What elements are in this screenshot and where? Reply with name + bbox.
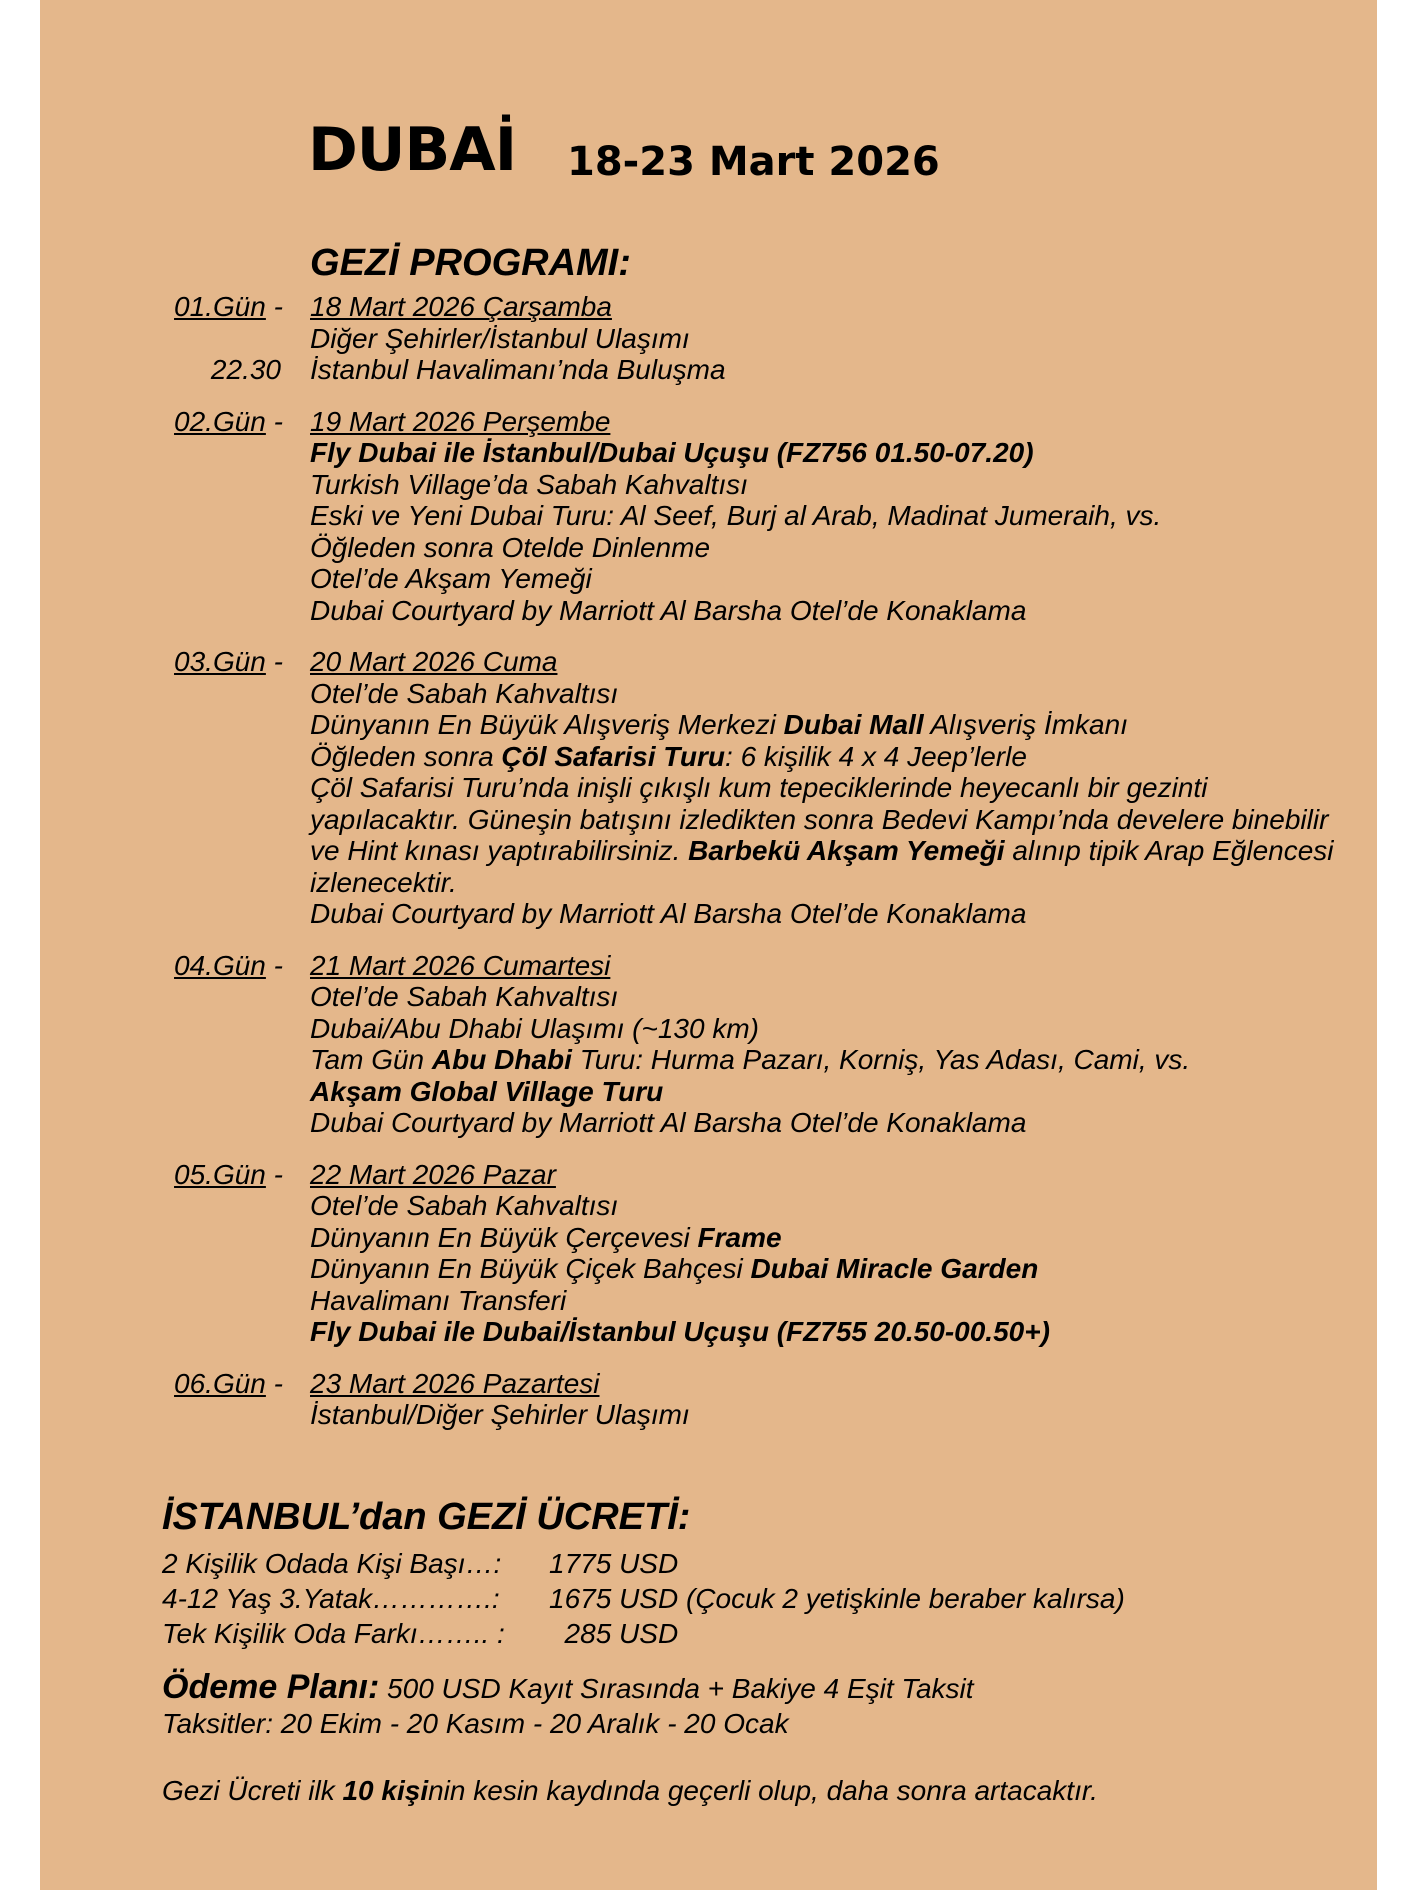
day-header: 05.Gün - 22 Mart 2026 Pazar xyxy=(174,1158,556,1190)
itinerary-line: Otel’de Akşam Yemeği xyxy=(310,563,592,594)
day-label: 05.Gün xyxy=(174,1158,266,1190)
trip-dates: 18-23 Mart 2026 xyxy=(567,139,940,185)
itinerary-line xyxy=(0,1316,1417,1348)
day-date: 18 Mart 2026 Çarşamba xyxy=(310,291,612,322)
itinerary-line: Öğleden sonra Otelde Dinlenme xyxy=(310,531,711,563)
itinerary-line: Dubai Courtyard by Marriott Al Barsha Otel’de Konaklama xyxy=(310,898,1027,929)
day-block xyxy=(0,950,1417,1139)
payment-label: Ödeme Planı: xyxy=(162,1668,380,1706)
price-value: 1775 USD xyxy=(549,1548,679,1579)
itinerary-line: Dünyanın En Büyük Çiçek Bahçesi Dubai Miracle Garden xyxy=(310,1253,1039,1284)
itinerary-line: Öğleden sonra Çöl Safarisi Turu: 6 kişilik 4 x 4 Jeep’lerle xyxy=(310,740,1027,772)
day-header: 03.Gün - 20 Mart 2026 Cuma xyxy=(174,646,558,677)
itinerary-line: Turkish Village’da Sabah Kahvaltısı xyxy=(310,468,748,500)
price-row xyxy=(162,1581,1125,1616)
itinerary-line: Tam Gün Abu Dhabi Turu: Hurma Pazarı, Korniş, Yas Adası, Cami, vs. xyxy=(310,1044,1191,1075)
day-date: 20 Mart 2026 Cuma xyxy=(310,646,558,677)
day-date: 21 Mart 2026 Cumartesi xyxy=(310,949,611,981)
itinerary-line: Akşam Global Village Turu xyxy=(310,1075,664,1107)
price-row xyxy=(162,1546,1125,1581)
meeting-time: 22.30 xyxy=(210,354,281,385)
price-value: 285 USD xyxy=(549,1618,679,1649)
day-label: 03.Gün xyxy=(174,646,266,677)
itinerary-line: Dubai/Abu Dhabi Ulaşımı (~130 km) xyxy=(310,1012,759,1044)
flight-info: Fly Dubai ile İstanbul/Dubai Uçuşu (FZ756 01.50-07.20) xyxy=(310,437,1034,468)
page-title: DUBAİ xyxy=(308,115,517,185)
itinerary-paragraph: Çöl Safarisi Turu’nda inişli çıkışlı kum tepeciklerinde heyecanlı bir gezinti yapılacaktır. Güneşin batışını izledikten sonra Bedevi Kampı’nda develere binebilir ve Hint kınası yaptırabilirsiniz. Barbekü Akşam Yemeği alınıp tipik Arap Eğlencesi izlenecektir. xyxy=(310,772,1334,898)
day-block xyxy=(0,1368,1417,1431)
itinerary-line: Diğer Şehirler/İstanbul Ulaşımı xyxy=(310,322,690,354)
payment-text: 500 USD Kayıt Sırasında + Bakiye 4 Eşit Taksit xyxy=(379,1673,974,1704)
itinerary-line: Eski ve Yeni Dubai Turu: Al Seef, Burj al Arab, Madinat Jumeraih, vs. xyxy=(310,500,1162,531)
day-date: 22 Mart 2026 Pazar xyxy=(310,1158,556,1190)
day-label: 04.Gün xyxy=(174,949,266,981)
day-label: 01.Gün xyxy=(174,291,266,322)
day-header: 01.Gün - 18 Mart 2026 Çarşamba xyxy=(174,291,612,322)
day-block xyxy=(0,291,1417,386)
price-note: Gezi Ücreti ilk 10 kişinin kesin kaydında geçerli olup, daha sonra artacaktır. xyxy=(162,1775,1098,1806)
itinerary-line: Otel’de Sabah Kahvaltısı xyxy=(310,981,619,1012)
itinerary-line: Dubai Courtyard by Marriott Al Barsha Otel’de Konaklama xyxy=(310,1107,1027,1138)
day-date: 23 Mart 2026 Pazartesi xyxy=(310,1367,600,1399)
itinerary-text: İstanbul Havalimanı’nda Buluşma xyxy=(310,354,726,385)
day-block xyxy=(0,406,1417,627)
itinerary-line: Dubai Courtyard by Marriott Al Barsha Otel’de Konaklama xyxy=(310,594,1027,626)
pricing-table xyxy=(162,1546,1125,1651)
price-row xyxy=(162,1616,1125,1651)
day-date: 19 Mart 2026 Perşembe xyxy=(310,405,611,437)
day-block xyxy=(0,1159,1417,1348)
itinerary-line: Dünyanın En Büyük Çerçevesi Frame xyxy=(310,1221,782,1253)
itinerary-line xyxy=(0,437,1417,469)
installments: Taksitler: 20 Ekim - 20 Kasım - 20 Aralık - 20 Ocak xyxy=(162,1708,789,1739)
day-label: 02.Gün xyxy=(174,405,266,437)
price-label: Tek Kişilik Oda Farkı…….. : xyxy=(162,1618,505,1649)
flight-info: Fly Dubai ile Dubai/İstanbul Uçuşu (FZ755 20.50-00.50+) xyxy=(310,1316,1050,1347)
itinerary-line: Otel’de Sabah Kahvaltısı xyxy=(310,677,619,709)
price-value: 1675 USD (Çocuk 2 yetişkinle beraber kalırsa) xyxy=(549,1583,1125,1614)
itinerary-line: Havalimanı Transferi xyxy=(310,1284,567,1316)
payment-plan xyxy=(162,1670,974,1741)
day-header: 02.Gün - 19 Mart 2026 Perşembe xyxy=(174,405,611,437)
day-label: 06.Gün xyxy=(174,1367,266,1399)
day-header: 04.Gün - 21 Mart 2026 Cumartesi xyxy=(174,949,611,981)
day-block xyxy=(0,646,1417,930)
pricing-heading: İSTANBUL’dan GEZİ ÜCRETİ: xyxy=(162,1496,691,1538)
itinerary-line: Otel’de Sabah Kahvaltısı xyxy=(310,1190,619,1221)
itinerary xyxy=(0,291,1417,1451)
day-header: 06.Gün - 23 Mart 2026 Pazartesi xyxy=(174,1367,600,1399)
price-label: 2 Kişilik Odada Kişi Başı…: xyxy=(162,1548,502,1579)
program-heading: GEZİ PROGRAMI: xyxy=(310,242,631,284)
itinerary-line xyxy=(0,354,1417,386)
itinerary-line: İstanbul/Diğer Şehirler Ulaşımı xyxy=(310,1399,690,1430)
price-label: 4-12 Yaş 3.Yatak………….: xyxy=(162,1583,500,1614)
itinerary-line: Dünyanın En Büyük Alışveriş Merkezi Dubai Mall Alışveriş İmkanı xyxy=(310,709,1128,740)
